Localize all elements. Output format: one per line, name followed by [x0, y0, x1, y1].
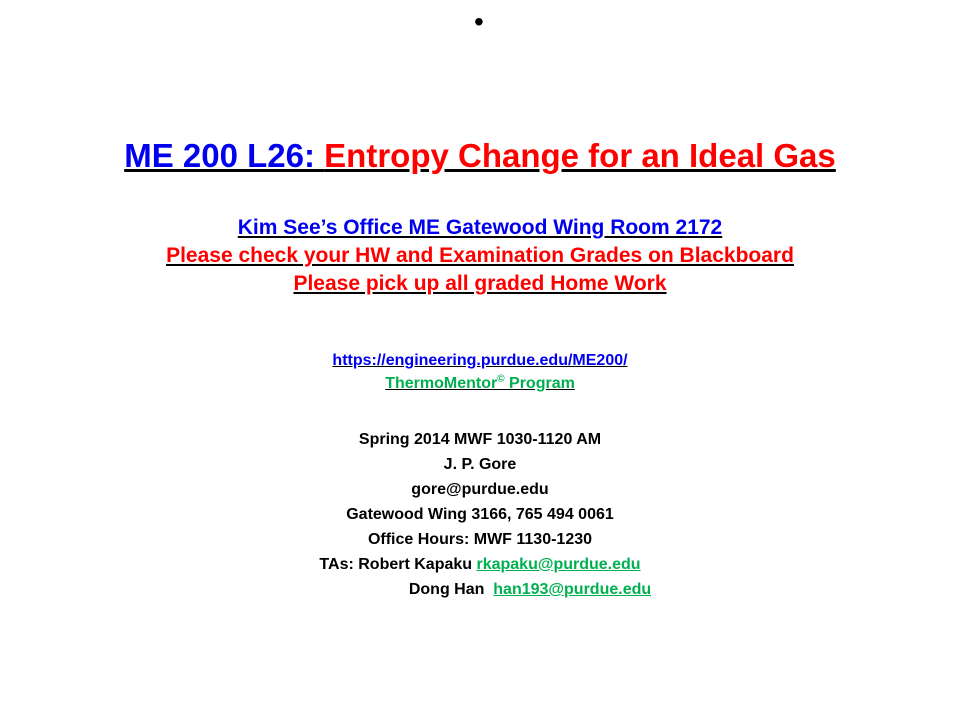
office-location-link[interactable]: Kim See’s Office ME Gatewood Wing Room 2172 [237, 216, 723, 239]
thermomentor-suffix: Program [509, 375, 575, 392]
ta1-label: TAs: Robert Kapaku [319, 556, 473, 573]
thermomentor-link[interactable] [0, 372, 960, 395]
grades-notice: Please check your HW and Examination Grades on Blackboard [166, 244, 794, 267]
lecture-topic: Entropy Change for an Ideal Gas [324, 137, 836, 174]
ta2-label: Dong Han [408, 581, 485, 598]
office-hours: Office Hours: MWF 1130-1230 [367, 531, 593, 548]
homework-pickup-notice: Please pick up all graded Home Work [293, 272, 667, 295]
resource-links [0, 349, 960, 395]
instructor-office: Gatewood Wing 3166, 765 494 0061 [346, 506, 614, 523]
ta1-email-link[interactable]: rkapaku@purdue.edu [476, 556, 641, 573]
instructor-email: gore@purdue.edu [411, 481, 549, 498]
slide-title [0, 136, 960, 176]
course-website-link[interactable]: https://engineering.purdue.edu/ME200/ [332, 352, 628, 369]
announcements [0, 214, 960, 298]
thermomentor-name: ThermoMentor [385, 375, 498, 392]
schedule-text: Spring 2014 MWF 1030-1120 AM [358, 431, 602, 448]
bullet-point: • [474, 6, 484, 37]
instructor-name: J. P. Gore [443, 456, 517, 473]
course-code-link[interactable]: ME 200 L26: [124, 137, 315, 174]
course-info [0, 427, 960, 602]
copyright-mark: © [497, 373, 505, 385]
ta-line-1 [0, 552, 960, 577]
ta-line-2 [0, 577, 960, 602]
ta2-email-link[interactable]: han193@purdue.edu [493, 581, 652, 598]
